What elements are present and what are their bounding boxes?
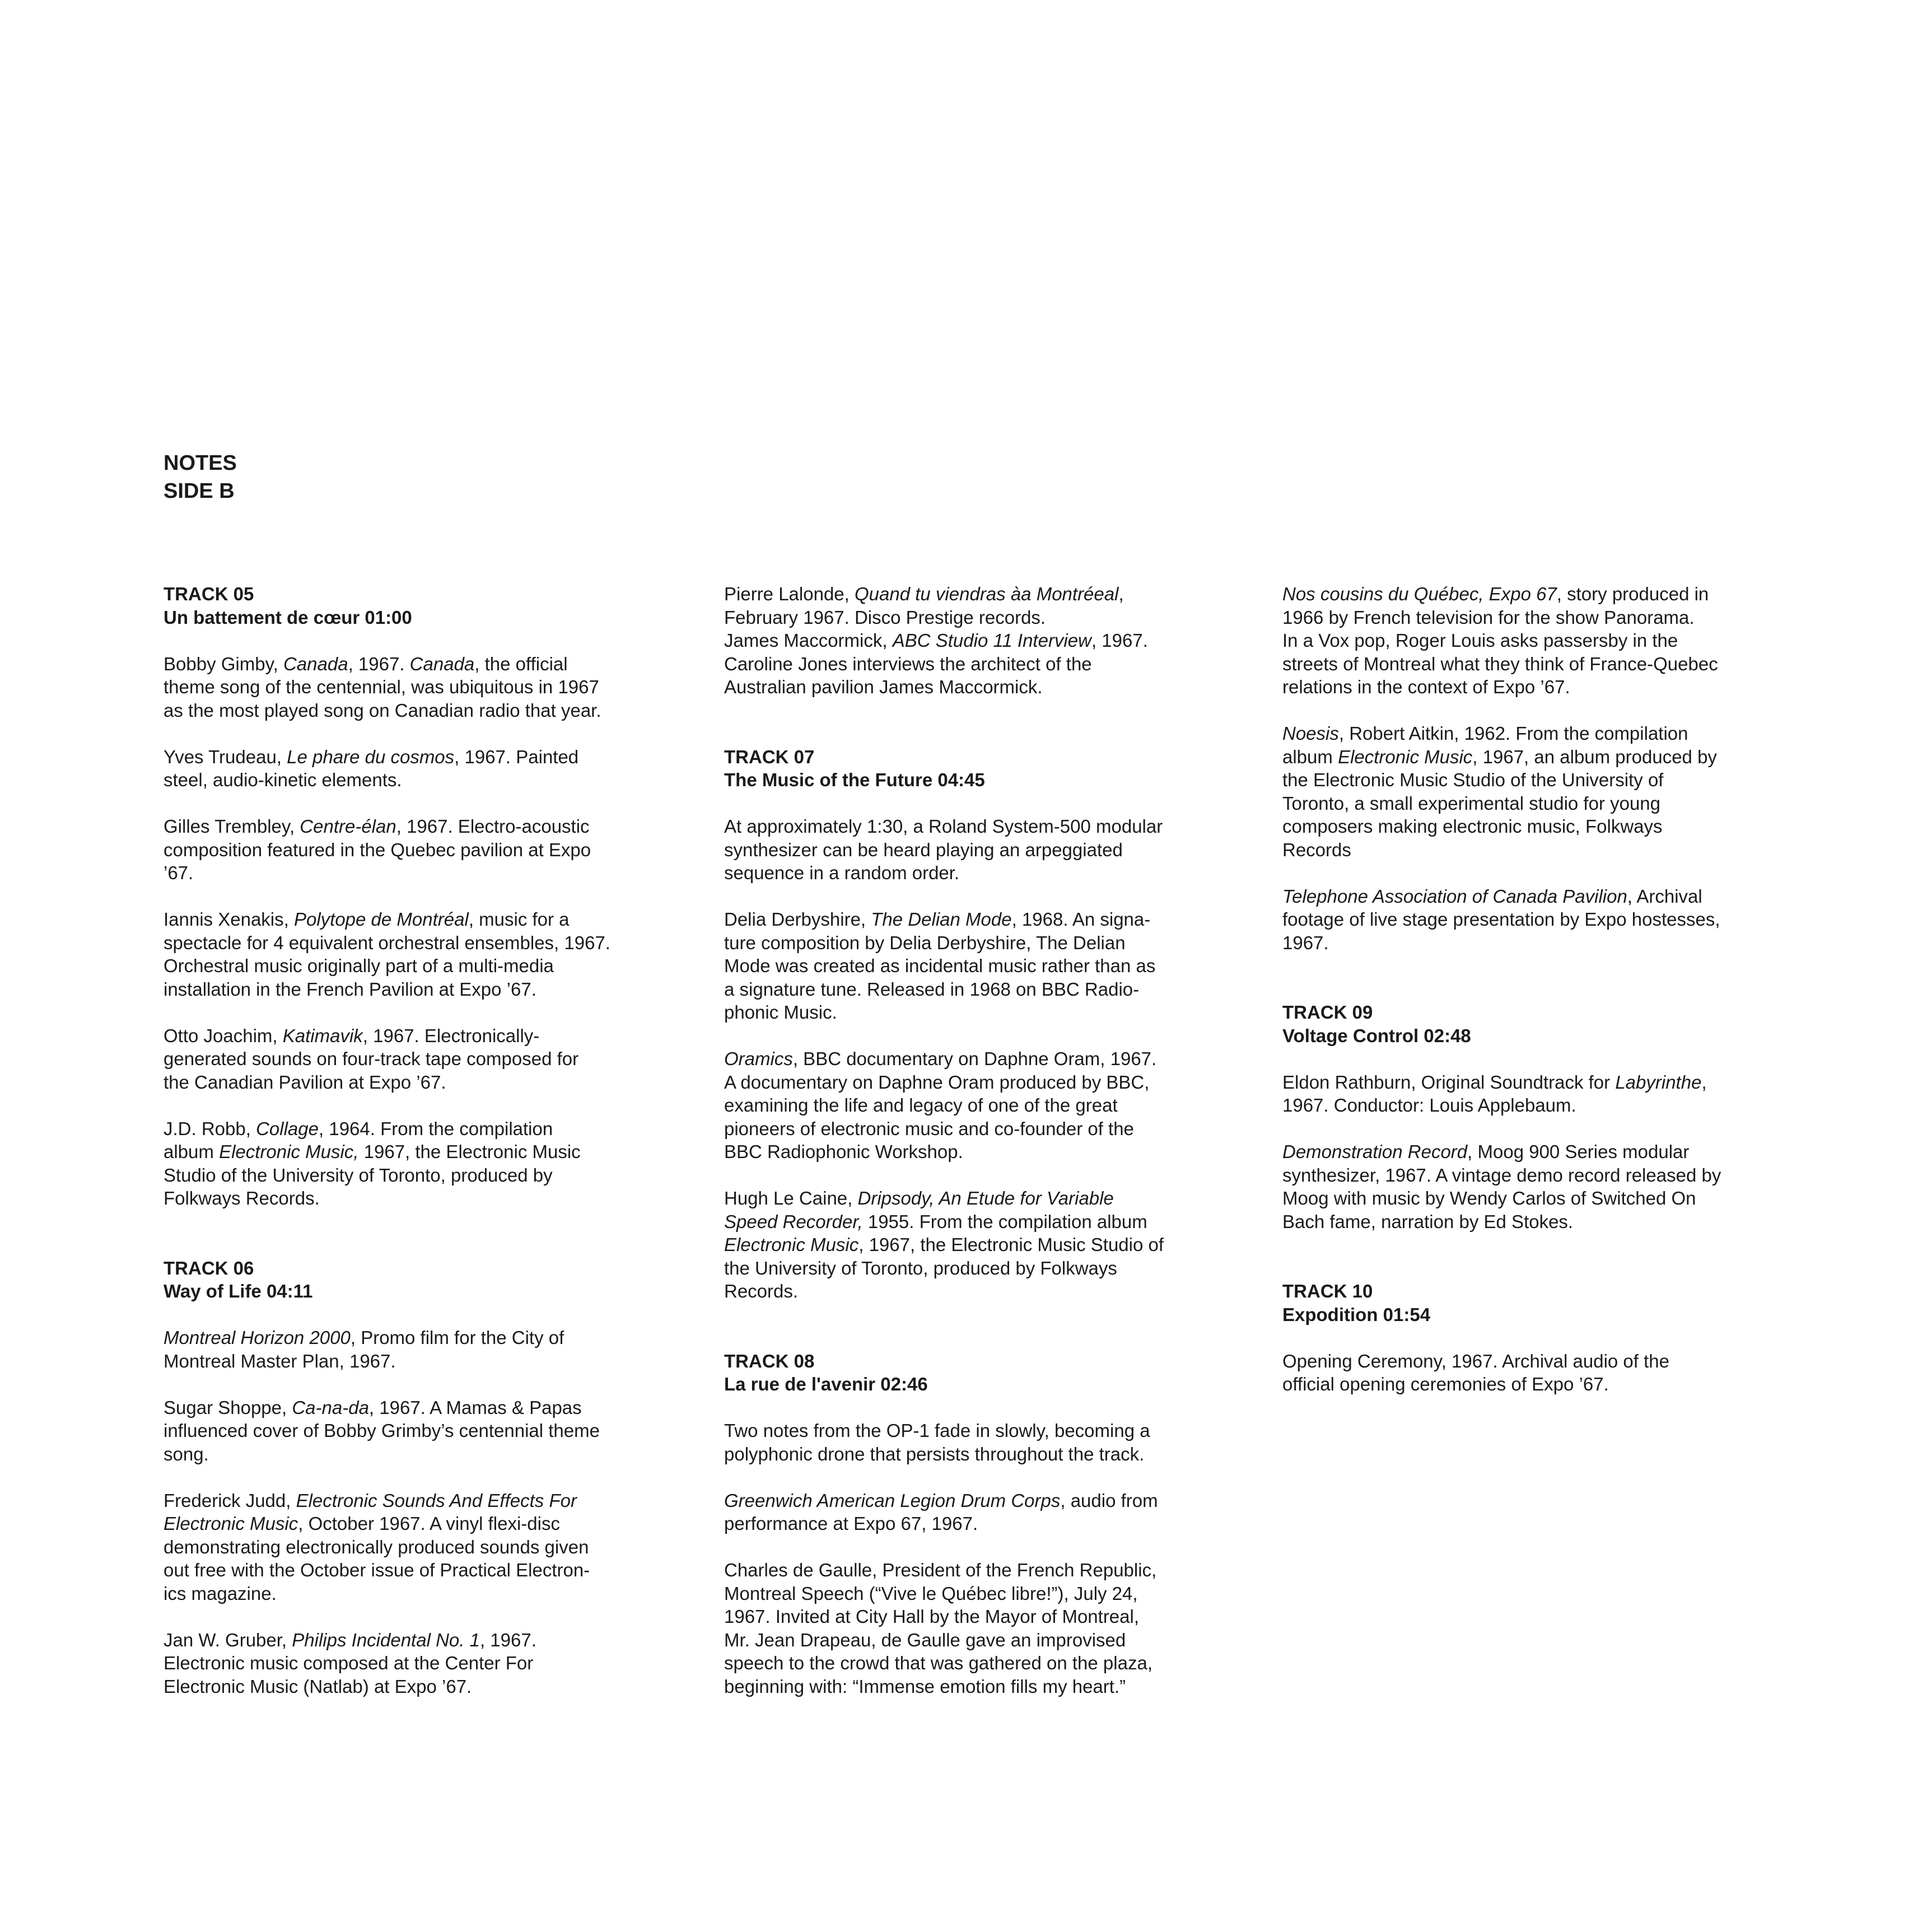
note-entry: [1282, 722, 1803, 861]
work-title-text: Katimavik: [282, 1025, 363, 1046]
note-text: , October 1967. A vinyl flexi-disc: [298, 1513, 560, 1534]
note-entry: [1282, 582, 1803, 699]
note-text: Caroline Jones interviews the architect of the: [724, 653, 1092, 674]
note-text: Orchestral music originally part of a multi-media: [164, 955, 554, 976]
note-line: [1282, 745, 1803, 769]
note-entry: [724, 1489, 1245, 1536]
note-text: , the official: [474, 653, 568, 674]
work-title-text: Electronic Music: [164, 1513, 298, 1534]
note-line: [724, 1257, 1245, 1280]
note-text: , 1964. From the compilation: [319, 1118, 553, 1139]
note-line: [164, 1443, 684, 1466]
note-entry: [164, 1489, 684, 1606]
note-text: ’67.: [164, 862, 194, 883]
note-line: [724, 1512, 1245, 1536]
work-title-text: Speed Recorder,: [724, 1211, 863, 1232]
work-title-text: Telephone Association of Canada Pavilion: [1282, 885, 1627, 907]
note-text: relations in the context of Expo ’67.: [1282, 676, 1570, 697]
note-text: 1967. Invited at City Hall by the Mayor of Montreal,: [724, 1606, 1140, 1627]
note-text: Records.: [724, 1281, 799, 1301]
note-text: In a Vox pop, Roger Louis asks passersby in the: [1282, 630, 1678, 651]
spacer: [164, 1303, 684, 1327]
note-text: Charles de Gaulle, President of the French Republic,: [724, 1560, 1157, 1580]
note-entry: [724, 1419, 1245, 1466]
work-title-text: The Delian Mode: [871, 909, 1012, 930]
note-text: Records: [1282, 839, 1351, 860]
note-text: Yves Trudeau,: [164, 746, 287, 767]
note-line: [164, 745, 684, 769]
note-text: Electronic Music (Natlab) at Expo ’67.: [164, 1676, 472, 1697]
spacer: [164, 1605, 684, 1628]
work-title-text: Philips Incidental No. 1: [292, 1629, 480, 1650]
spacer: [164, 722, 684, 745]
note-text: demonstrating electronically produced sounds given: [164, 1536, 589, 1557]
note-text: official opening ceremonies of Expo ’67.: [1282, 1374, 1609, 1394]
note-line: [724, 1675, 1245, 1698]
note-line: [164, 699, 684, 722]
note-line: [164, 1117, 684, 1141]
note-line: [724, 1094, 1245, 1117]
note-line: [724, 1071, 1245, 1094]
note-line: [164, 1047, 684, 1071]
note-line: [1282, 629, 1803, 652]
note-line: [724, 1443, 1245, 1466]
note-text: Folkways Records.: [164, 1188, 320, 1208]
note-line: [724, 954, 1245, 978]
note-text: Bach fame, narration by Ed Stokes.: [1282, 1211, 1574, 1232]
spacer: [724, 1164, 1245, 1187]
note-text: footage of live stage presentation by Expo hostesses,: [1282, 909, 1720, 930]
track-number: TRACK 10: [1282, 1281, 1373, 1301]
note-line: [1282, 1210, 1803, 1234]
note-text: beginning with: “Immense emotion fills my heart.”: [724, 1676, 1126, 1697]
note-text: the University of Toronto, produced by Folkways: [724, 1257, 1117, 1278]
note-entry: [164, 1117, 684, 1210]
work-title-text: Centre-élan: [300, 816, 396, 837]
note-entry: [1282, 1071, 1803, 1117]
work-title-text: Demonstration Record: [1282, 1141, 1468, 1162]
note-text: , 1967.: [1091, 630, 1148, 651]
note-text: At approximately 1:30, a Roland System-500 modular: [724, 816, 1163, 837]
note-text: album: [1282, 746, 1338, 767]
track-title: The Music of the Future 04:45: [724, 769, 985, 790]
note-text: , 1968. An signa-: [1011, 909, 1151, 930]
track-number: TRACK 06: [164, 1257, 254, 1278]
note-text: February 1967. Disco Prestige records.: [724, 606, 1046, 628]
note-line: [164, 978, 684, 1001]
spacer: [164, 885, 684, 908]
note-text: streets of Montreal what they think of France-Quebec: [1282, 653, 1718, 674]
note-entry: [164, 1326, 684, 1373]
note-line: [724, 931, 1245, 955]
notes-column-3: [1282, 582, 1803, 1396]
note-line: [1282, 1350, 1803, 1373]
note-line: [164, 1582, 684, 1606]
note-text: out free with the October issue of Practical Electron-: [164, 1560, 590, 1580]
note-line: [164, 1419, 684, 1443]
note-entry: [724, 1187, 1245, 1303]
spacer: [164, 792, 684, 815]
note-entry: [164, 1628, 684, 1698]
note-text: 1967, the Electronic Music: [358, 1141, 581, 1162]
spacer: [164, 1373, 684, 1396]
spacer: [1282, 699, 1803, 722]
note-entry: [724, 1558, 1245, 1698]
note-entry: [1282, 1140, 1803, 1233]
note-line: [724, 1233, 1245, 1257]
note-text: J.D. Robb,: [164, 1118, 256, 1139]
note-text: Montreal Speech (“Vive le Québec libre!”), July 24,: [724, 1583, 1138, 1604]
note-text: Hugh Le Caine,: [724, 1188, 858, 1208]
note-text: as the most played song on Canadian radio that year.: [164, 699, 601, 721]
spacer: [724, 1024, 1245, 1048]
note-text: 1955. From the compilation album: [862, 1211, 1147, 1232]
note-text: 1967.: [1282, 932, 1329, 953]
spacer: [724, 699, 1245, 745]
notes-column-1: [164, 582, 684, 1698]
track-title: Expodition 01:54: [1282, 1304, 1431, 1325]
note-line: [724, 1280, 1245, 1303]
note-text: phonic Music.: [724, 1002, 837, 1023]
note-text: Gilles Trembley,: [164, 816, 300, 837]
note-text: , 1967. Electronically-: [362, 1025, 540, 1046]
note-line: [164, 815, 684, 838]
note-text: album: [164, 1141, 220, 1162]
note-line: [1282, 606, 1803, 629]
note-line: [164, 1558, 684, 1582]
note-text: Jan W. Gruber,: [164, 1629, 292, 1650]
note-text: composers making electronic music, Folkways: [1282, 816, 1663, 837]
note-line: [164, 1350, 684, 1373]
note-text: ,: [1118, 584, 1124, 604]
note-line: [164, 1024, 684, 1048]
note-line: [1282, 1094, 1803, 1117]
note-text: , 1967, the Electronic Music Studio of: [858, 1234, 1164, 1255]
note-text: steel, audio-kinetic elements.: [164, 769, 402, 790]
note-line: [164, 931, 684, 955]
note-text: 1967. Conductor: Louis Applebaum.: [1282, 1095, 1576, 1116]
note-text: Opening Ceremony, 1967. Archival audio of the: [1282, 1350, 1669, 1371]
note-line: [1282, 931, 1803, 955]
note-entry: [724, 815, 1245, 885]
note-entry: [164, 1396, 684, 1466]
note-text: generated sounds on four-track tape composed for: [164, 1048, 579, 1069]
note-text: Eldon Rathburn, Original Soundtrack for: [1282, 1071, 1616, 1093]
note-line: [724, 1047, 1245, 1071]
note-line: [724, 582, 1245, 606]
note-text: composition featured in the Quebec pavilion at Expo: [164, 839, 591, 860]
note-text: Toronto, a small experimental studio for young: [1282, 792, 1661, 814]
note-text: ics magazine.: [164, 1583, 277, 1604]
note-text: installation in the French Pavilion at Expo ’67.: [164, 978, 536, 1000]
note-line: [1282, 792, 1803, 815]
spacer: [1282, 861, 1803, 885]
note-text: Australian pavilion James Maccormick.: [724, 676, 1043, 697]
note-entry: [1282, 885, 1803, 955]
note-line: [724, 1489, 1245, 1513]
note-line: [724, 675, 1245, 699]
note-text: , Robert Aitkin, 1962. From the compilation: [1338, 723, 1688, 744]
note-entry: [164, 815, 684, 885]
note-entry: [164, 1024, 684, 1094]
note-line: [164, 675, 684, 699]
note-line: [1282, 1140, 1803, 1164]
spacer: [1282, 1047, 1803, 1071]
note-line: [1282, 652, 1803, 676]
work-title-text: Labyrinthe: [1615, 1071, 1702, 1093]
note-text: A documentary on Daphne Oram produced by BBC,: [724, 1071, 1150, 1093]
note-text: , 1967, an album produced by: [1472, 746, 1717, 767]
note-line: [1282, 722, 1803, 745]
spacer: [1282, 1117, 1803, 1141]
note-text: Two notes from the OP-1 fade in slowly, becoming a: [724, 1420, 1150, 1441]
work-title-text: Le phare du cosmos: [287, 746, 455, 767]
spacer: [724, 885, 1245, 908]
note-entry: [164, 908, 684, 1001]
track-number: TRACK 07: [724, 746, 815, 767]
work-title-text: Quand tu viendras àa Montréeal: [854, 584, 1119, 604]
spacer: [164, 1466, 684, 1489]
note-text: Mr. Jean Drapeau, de Gaulle gave an improvised: [724, 1629, 1126, 1650]
spacer: [164, 1001, 684, 1024]
work-title-text: Dripsody, An Etude for Variable: [857, 1188, 1114, 1208]
note-line: [164, 652, 684, 676]
note-text: , 1967. A Mamas & Papas: [368, 1397, 582, 1418]
note-line: [1282, 1164, 1803, 1187]
note-text: Montreal Master Plan, 1967.: [164, 1350, 396, 1371]
note-text: , 1967.: [479, 1629, 536, 1650]
note-line: [164, 1071, 684, 1094]
note-entry: [164, 652, 684, 722]
note-line: [724, 908, 1245, 931]
note-line: [724, 652, 1245, 676]
note-text: , music for a: [468, 909, 570, 930]
note-line: [724, 861, 1245, 885]
note-entry: [724, 582, 1245, 699]
note-entry: [1282, 1350, 1803, 1396]
note-text: Studio of the University of Toronto, produced by: [164, 1164, 553, 1186]
note-line: [724, 1419, 1245, 1443]
work-title-text: Greenwich American Legion Drum Corps: [724, 1490, 1061, 1511]
note-line: [1282, 768, 1803, 792]
note-text: pioneers of electronic music and co-founder of the: [724, 1118, 1134, 1139]
note-line: [724, 1582, 1245, 1606]
note-text: BBC Radiophonic Workshop.: [724, 1141, 963, 1162]
note-text: Frederick Judd,: [164, 1490, 296, 1511]
note-line: [724, 1605, 1245, 1628]
note-text: synthesizer can be heard playing an arpeggiated: [724, 839, 1123, 860]
work-title-text: Electronic Music: [724, 1234, 859, 1255]
note-line: [164, 1675, 684, 1698]
note-text: , 1967. Painted: [454, 746, 579, 767]
track-number: TRACK 05: [164, 584, 254, 604]
track-title: Way of Life 04:11: [164, 1281, 313, 1301]
note-text: sequence in a random order.: [724, 862, 960, 883]
note-entry: [724, 908, 1245, 1024]
note-text: Iannis Xenakis,: [164, 909, 294, 930]
page-heading: [164, 449, 237, 505]
note-line: [164, 1164, 684, 1187]
note-line: [1282, 675, 1803, 699]
note-line: [164, 954, 684, 978]
note-text: influenced cover of Bobby Grimby’s centennial theme: [164, 1420, 600, 1441]
note-line: [724, 1117, 1245, 1141]
work-title-text: Electronic Sounds And Effects For: [296, 1490, 577, 1511]
track-title: Un battement de cœur 01:00: [164, 606, 412, 628]
note-line: [1282, 582, 1803, 606]
note-line: [1282, 1071, 1803, 1094]
note-text: , BBC documentary on Daphne Oram, 1967.: [792, 1048, 1157, 1069]
track-number: TRACK 09: [1282, 1002, 1373, 1023]
note-line: [724, 1187, 1245, 1210]
note-entry: [164, 745, 684, 792]
track-title: La rue de l'avenir 02:46: [724, 1374, 928, 1394]
note-line: [164, 1512, 684, 1536]
note-line: [724, 838, 1245, 862]
note-line: [724, 1558, 1245, 1582]
heading-side: SIDE B: [164, 479, 235, 503]
note-text: synthesizer, 1967. A vintage demo record released by: [1282, 1164, 1721, 1186]
spacer: [724, 1536, 1245, 1559]
note-line: [164, 1489, 684, 1513]
work-title-text: Polytope de Montréal: [293, 909, 469, 930]
note-line: [164, 1536, 684, 1559]
note-text: , 1967. Electro-acoustic: [396, 816, 590, 837]
note-text: , 1967.: [348, 653, 410, 674]
note-text: Electronic music composed at the Center For: [164, 1653, 534, 1673]
note-text: Bobby Gimby,: [164, 653, 283, 674]
note-text: James Maccormick,: [724, 630, 893, 651]
note-line: [724, 606, 1245, 629]
note-line: [1282, 1373, 1803, 1396]
spacer: [1282, 954, 1803, 1001]
spacer: [164, 1094, 684, 1117]
heading-notes: NOTES: [164, 451, 237, 475]
note-line: [164, 1651, 684, 1675]
note-line: [724, 1001, 1245, 1024]
note-line: [164, 908, 684, 931]
note-text: ture composition by Delia Derbyshire, The Delian: [724, 932, 1126, 953]
note-text: the Electronic Music Studio of the University of: [1282, 769, 1664, 790]
note-text: the Canadian Pavilion at Expo ’67.: [164, 1071, 446, 1093]
note-line: [724, 629, 1245, 652]
note-line: [164, 1326, 684, 1350]
note-line: [1282, 908, 1803, 931]
spacer: [164, 629, 684, 652]
spacer: [724, 1466, 1245, 1489]
work-title-text: Electronic Music,: [219, 1141, 359, 1162]
note-text: performance at Expo 67, 1967.: [724, 1513, 978, 1534]
work-title-text: Montreal Horizon 2000: [164, 1327, 351, 1348]
spacer: [1282, 1326, 1803, 1350]
work-title-text: ABC Studio 11 Interview: [892, 630, 1091, 651]
note-entry: [724, 1047, 1245, 1164]
note-text: , Promo film for the City of: [350, 1327, 564, 1348]
note-text: Otto Joachim,: [164, 1025, 283, 1046]
note-text: 1966 by French television for the show Panorama.: [1282, 606, 1695, 628]
note-text: , Moog 900 Series modular: [1467, 1141, 1690, 1162]
spacer: [164, 1210, 684, 1257]
note-text: Mode was created as incidental music rather than as: [724, 955, 1156, 976]
notes-column-2: [724, 582, 1245, 1698]
note-line: [724, 1140, 1245, 1164]
note-text: a signature tune. Released in 1968 on BBC Radio-: [724, 978, 1140, 1000]
work-title-text: Noesis: [1282, 723, 1339, 744]
note-text: , story produced in: [1556, 584, 1709, 604]
note-line: [164, 1187, 684, 1210]
work-title-text: Ca-na-da: [292, 1397, 369, 1418]
note-text: ,: [1701, 1071, 1707, 1093]
note-text: , audio from: [1060, 1490, 1158, 1511]
spacer: [1282, 1233, 1803, 1280]
note-line: [164, 861, 684, 885]
spacer: [724, 1303, 1245, 1350]
work-title-text: Canada: [409, 653, 475, 674]
work-title-text: Electronic Music: [1338, 746, 1473, 767]
track-title: Voltage Control 02:48: [1282, 1025, 1471, 1046]
work-title-text: Nos cousins du Québec, Expo 67: [1282, 584, 1557, 604]
note-line: [724, 1628, 1245, 1652]
note-text: theme song of the centennial, was ubiquitous in 1967: [164, 676, 599, 697]
work-title-text: Collage: [256, 1118, 319, 1139]
note-line: [724, 978, 1245, 1001]
note-text: polyphonic drone that persists throughout the track.: [724, 1443, 1145, 1464]
note-line: [1282, 1187, 1803, 1210]
note-line: [724, 815, 1245, 838]
note-line: [1282, 838, 1803, 862]
note-text: song.: [164, 1443, 209, 1464]
note-text: , Archival: [1627, 885, 1702, 907]
note-line: [164, 1628, 684, 1652]
note-text: Moog with music by Wendy Carlos of Switched On: [1282, 1188, 1696, 1208]
note-text: Delia Derbyshire,: [724, 909, 871, 930]
work-title-text: Canada: [283, 653, 348, 674]
note-line: [164, 1140, 684, 1164]
note-line: [724, 1651, 1245, 1675]
track-number: TRACK 08: [724, 1350, 815, 1371]
note-line: [164, 768, 684, 792]
note-line: [1282, 885, 1803, 908]
note-text: speech to the crowd that was gathered on the plaza,: [724, 1653, 1152, 1673]
note-line: [1282, 815, 1803, 838]
note-text: spectacle for 4 equivalent orchestral ensembles, 1967.: [164, 932, 610, 953]
work-title-text: Oramics: [724, 1048, 793, 1069]
note-line: [164, 1396, 684, 1420]
note-text: Sugar Shoppe,: [164, 1397, 292, 1418]
note-text: Pierre Lalonde,: [724, 584, 855, 604]
spacer: [724, 792, 1245, 815]
note-line: [164, 838, 684, 862]
note-line: [724, 1210, 1245, 1234]
note-text: examining the life and legacy of one of the great: [724, 1095, 1118, 1116]
spacer: [724, 1396, 1245, 1420]
